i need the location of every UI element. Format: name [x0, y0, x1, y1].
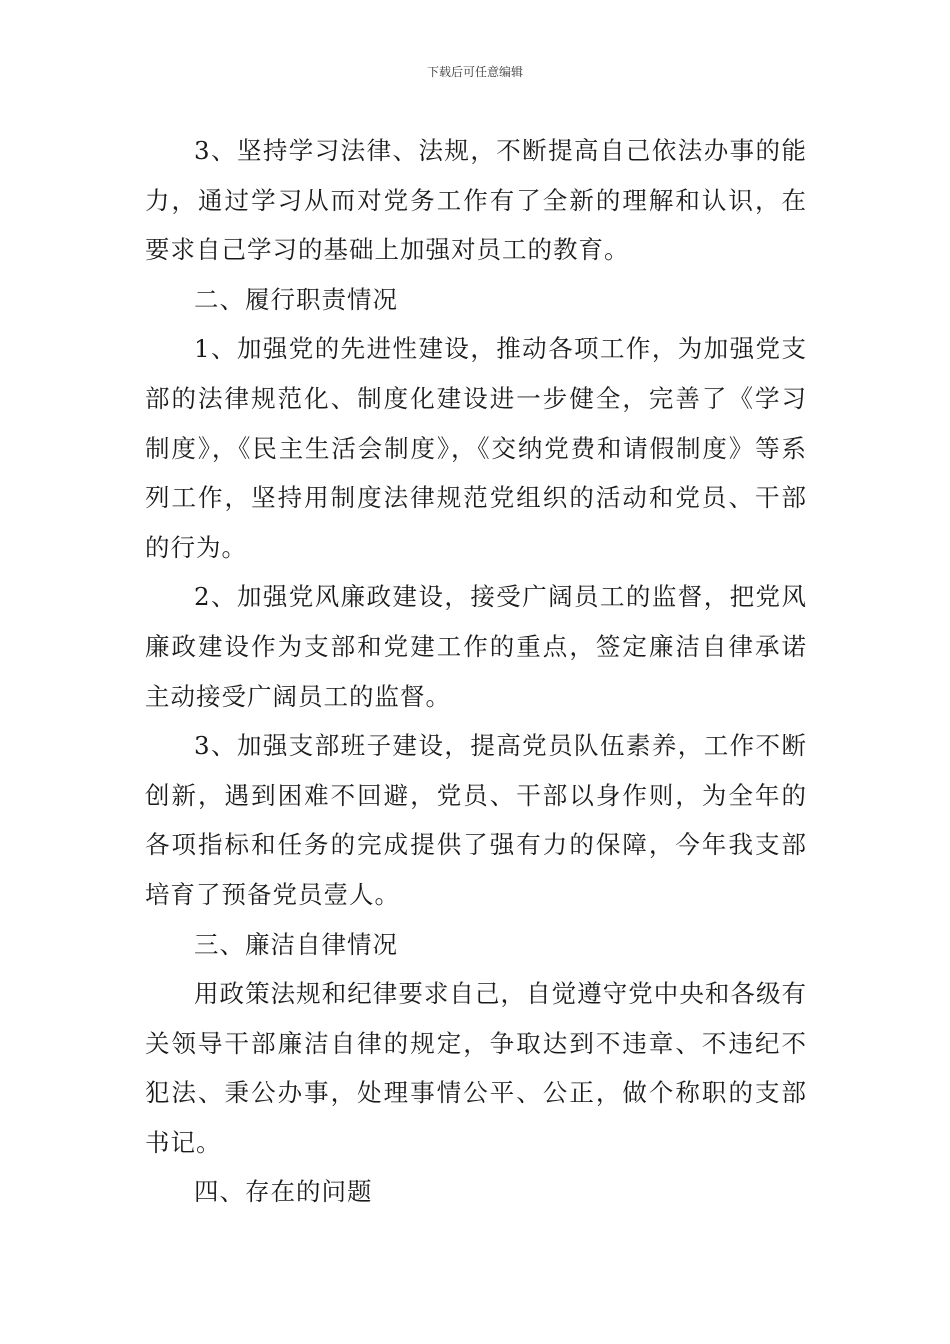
document-body — [145, 126, 807, 1217]
section-heading-problems: 四、存在的问题 — [194, 1177, 373, 1207]
paragraph-self-discipline: 用政策法规和纪律要求自己，自觉遵守党中央和各级有关领导干部廉洁自律的规定，争取达到不违章、不违纪不犯法、秉公办事，处理事情公平、公正，做个称职的支部书记。 — [145, 979, 807, 1157]
paragraph-study-law: 3、坚持学习法律、法规，不断提高自己依法办事的能力，通过学习从而对党务工作有了全新的理解和认识，在要求自己学习的基础上加强对员工的教育。 — [145, 136, 807, 265]
paragraph-integrity-building: 2、加强党风廉政建设，接受广阔员工的监督，把党风廉政建设作为支部和党建工作的重点，签定廉洁自律承诺主动接受广阔员工的监督。 — [145, 582, 807, 711]
section-heading-self-discipline: 三、廉洁自律情况 — [194, 929, 398, 959]
paragraph-party-building: 1、加强党的先进性建设，推动各项工作，为加强党支部的法律规范化、制度化建设进一步健全，完善了《学习制度》，《民主生活会制度》，《交纳党费和请假制度》等系列工作，坚持用制度法律规范党组织的活动和党员、干部的行为。 — [145, 334, 807, 562]
page-header-note: 下载后可任意编辑 — [426, 65, 523, 79]
paragraph-branch-team: 3、加强支部班子建设，提高党员队伍素养，工作不断创新，遇到困难不回避，党员、干部以身作则，为全年的各项指标和任务的完成提供了强有力的保障，今年我支部培育了预备党员壹人。 — [145, 731, 807, 909]
section-heading-duties: 二、履行职责情况 — [194, 284, 398, 314]
